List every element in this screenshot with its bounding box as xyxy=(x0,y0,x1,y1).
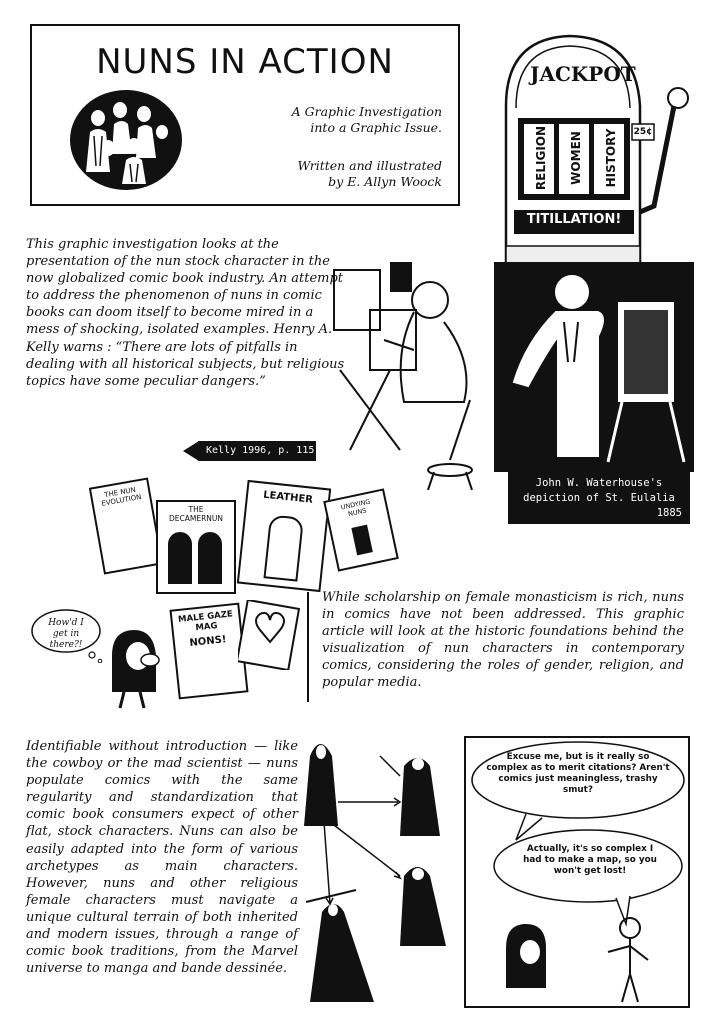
author-line-1: Written and illustrated xyxy=(297,158,442,173)
reel-religion: RELIGION xyxy=(534,125,548,191)
nuns-medallion-illustration xyxy=(68,88,184,192)
caption-line-1: John W. Waterhouse's xyxy=(535,477,663,489)
author-line-2: by E. Allyn Woock xyxy=(328,174,442,189)
citation-pointer xyxy=(183,441,199,461)
intro-paragraph: This graphic investigation looks at the presentation of the nun stock character in the now globalized comic book industry. An attempt to address the phenomenon of nuns in comic books can doom itself to become mired in a mess of shocking, isolated examples. Henry A. Kelly warns : “There are lots of pitfalls in dealing with all historical subjects, but religious topics have some peculiar dangers.” xyxy=(26,237,345,389)
kelly-citation: Kelly 1996, p. 115 xyxy=(198,441,316,461)
jackpot-label: JACKPOT xyxy=(530,62,636,86)
artist-drawing-nuns-illustration xyxy=(330,250,510,490)
small-nun-character xyxy=(104,626,164,712)
caption-line-3: 1885 xyxy=(656,507,682,519)
title-panel xyxy=(30,24,460,206)
page-title: NUNS IN ACTION xyxy=(96,42,394,82)
reel-women: WOMEN xyxy=(569,131,583,185)
cover-leather-title: LEATHER xyxy=(262,489,314,506)
answer-bubble-text: Actually, it's so complex I had to make a map, so you won't get lost! xyxy=(523,844,657,876)
caption-line-2: depiction of St. Eulalia xyxy=(523,492,675,504)
titillation-label: TITILLATION! xyxy=(526,212,622,227)
waterhouse-caption xyxy=(508,472,690,524)
cover-nun-evolution-title: THE NUN EVOLUTION xyxy=(100,485,143,508)
section-divider xyxy=(307,592,309,702)
cover-nons-title: NONS! xyxy=(189,634,227,649)
cover-undying-nuns-title: UNDYING NUNS xyxy=(340,497,372,519)
question-bubble-text: Excuse me, but is it really so complex as to merit citations? Aren't comics just meaningless, trashy smut? xyxy=(486,752,670,795)
cover-decamernun-title: THE DECAMERNUN xyxy=(168,505,223,523)
subtitle xyxy=(202,104,442,136)
middle-paragraph: While scholarship on female monasticism is rich, nuns in comics have not been addressed. This graphic article will look at the historic foundations behind the visualization of nun characters in contemporary comics, considering the roles of gender, religion, and popular media. xyxy=(322,590,684,691)
cover-male-gaze-mag xyxy=(169,603,248,700)
subtitle-line-2: into a Graphic Issue. xyxy=(310,120,442,135)
waterhouse-painter-illustration xyxy=(494,262,694,472)
thought-bubble-text: How'd I get in there?! xyxy=(48,618,84,650)
cover-nun-evolution xyxy=(89,477,163,574)
heart-cover-illustration xyxy=(238,600,300,670)
cover-leather xyxy=(237,480,331,592)
cover-undying-nuns xyxy=(323,488,399,571)
author-credit xyxy=(202,158,442,190)
cover-male-gaze-title: MALE GAZE MAG xyxy=(177,609,234,634)
subtitle-line-1: A Graphic Investigation xyxy=(291,104,442,119)
price-label: 25¢ xyxy=(633,127,653,137)
reel-history: HISTORY xyxy=(604,128,618,188)
cover-decamernun xyxy=(156,500,236,594)
nun-archetype-map-illustration xyxy=(300,726,460,1012)
bottom-paragraph: Identifiable without introduction — like the cowboy or the mad scientist — nuns populate comics with the same regularity and standardization that comic book consumers expect of other flat, stock characters. Nuns can also be easily adapted into the form of various archetypes as main characters. However, nuns and other religious female characters must navigate a unique cultural terrain of both inherited and modern issues, through a range of comic book traditions, from the Marvel universe to manga and bande dessinée. xyxy=(26,739,298,977)
